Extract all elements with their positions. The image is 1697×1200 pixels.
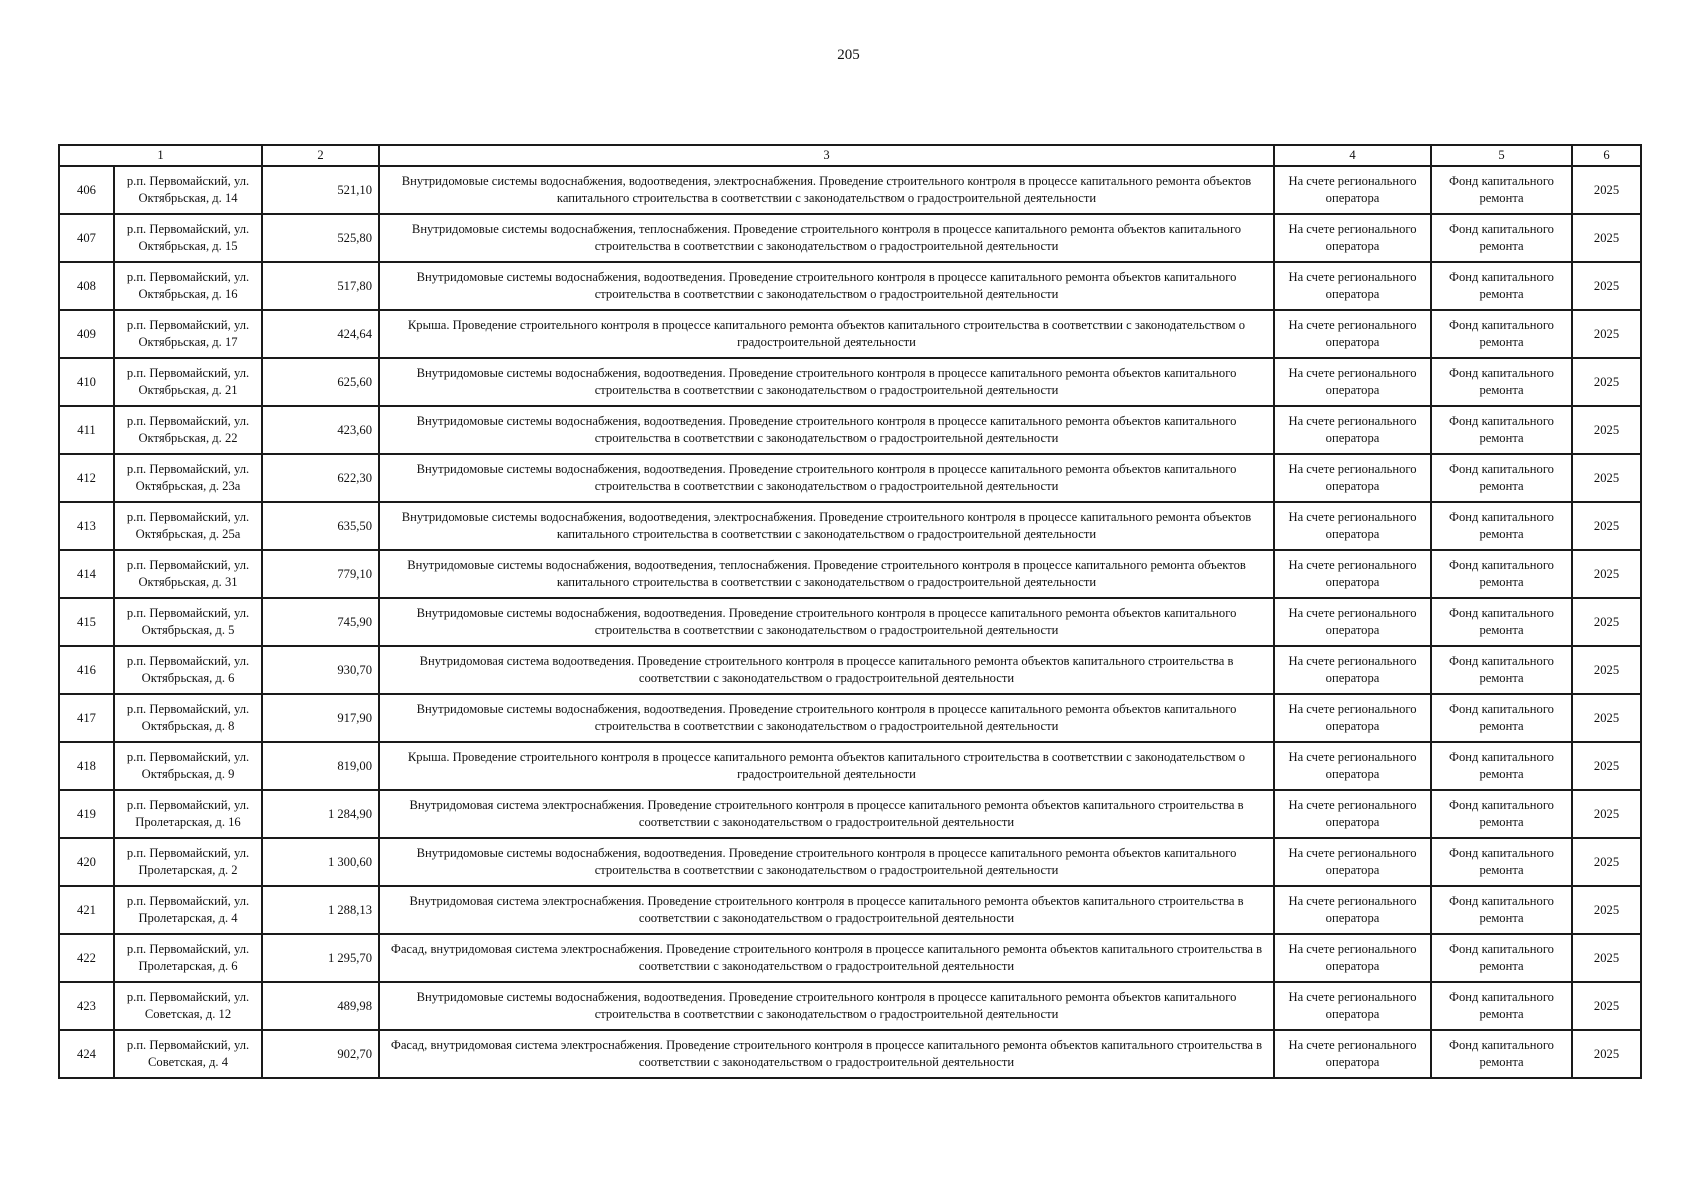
year-cell: 2025 [1572, 982, 1641, 1030]
work-description-cell: Внутридомовые системы водоснабжения, водоотведения. Проведение строительного контроля в процессе капитального ремонта объектов капитального строительства в соответствии с законодательством о градостроительной деятельности [379, 406, 1274, 454]
funding-method-cell: На счете регионального оператора [1274, 646, 1431, 694]
row-number: 421 [59, 886, 114, 934]
address-cell: р.п. Первомайский, ул. Октябрьская, д. 15 [114, 214, 262, 262]
table-row [59, 262, 1641, 310]
area-cell: 423,60 [262, 406, 379, 454]
work-description-cell: Крыша. Проведение строительного контроля в процессе капитального ремонта объектов капитального строительства в соответствии с законодательством о градостроительной деятельности [379, 742, 1274, 790]
area-cell: 1 300,60 [262, 838, 379, 886]
work-description-cell: Внутридомовые системы водоснабжения, водоотведения, электроснабжения. Проведение строительного контроля в процессе капитального ремонта объектов капитального строительства в соответствии с законодательством о градостроительной деятельности [379, 166, 1274, 214]
funding-method-cell: На счете регионального оператора [1274, 742, 1431, 790]
work-description-cell: Внутридомовые системы водоснабжения, водоотведения, электроснабжения. Проведение строительного контроля в процессе капитального ремонта объектов капитального строительства в соответствии с законодательством о градостроительной деятельности [379, 502, 1274, 550]
row-number: 408 [59, 262, 114, 310]
funding-source-cell: Фонд капитального ремонта [1431, 838, 1572, 886]
funding-method-cell: На счете регионального оператора [1274, 454, 1431, 502]
area-cell: 779,10 [262, 550, 379, 598]
work-description-cell: Фасад, внутридомовая система электроснабжения. Проведение строительного контроля в процессе капитального ремонта объектов капитального строительства в соответствии с законодательством о градостроительной деятельности [379, 934, 1274, 982]
year-cell: 2025 [1572, 166, 1641, 214]
area-cell: 819,00 [262, 742, 379, 790]
funding-method-cell: На счете регионального оператора [1274, 358, 1431, 406]
address-cell: р.п. Первомайский, ул. Октябрьская, д. 14 [114, 166, 262, 214]
table-row [59, 982, 1641, 1030]
column-header-5: 5 [1431, 145, 1572, 166]
row-number: 411 [59, 406, 114, 454]
area-cell: 517,80 [262, 262, 379, 310]
year-cell: 2025 [1572, 886, 1641, 934]
row-number: 414 [59, 550, 114, 598]
area-cell: 424,64 [262, 310, 379, 358]
work-description-cell: Внутридомовые системы водоснабжения, теплоснабжения. Проведение строительного контроля в процессе капитального ремонта объектов капитального строительства в соответствии с законодательством о градостроительной деятельности [379, 214, 1274, 262]
capital-repair-table [58, 144, 1642, 1079]
area-cell: 622,30 [262, 454, 379, 502]
table-row [59, 550, 1641, 598]
address-cell: р.п. Первомайский, ул. Пролетарская, д. 6 [114, 934, 262, 982]
table-row [59, 166, 1641, 214]
row-number: 413 [59, 502, 114, 550]
column-header-1: 1 [59, 145, 262, 166]
work-description-cell: Внутридомовые системы водоснабжения, водоотведения. Проведение строительного контроля в процессе капитального ремонта объектов капитального строительства в соответствии с законодательством о градостроительной деятельности [379, 358, 1274, 406]
area-cell: 902,70 [262, 1030, 379, 1078]
table-row [59, 598, 1641, 646]
funding-method-cell: На счете регионального оператора [1274, 1030, 1431, 1078]
funding-method-cell: На счете регионального оператора [1274, 886, 1431, 934]
row-number: 406 [59, 166, 114, 214]
address-cell: р.п. Первомайский, ул. Октябрьская, д. 23а [114, 454, 262, 502]
address-cell: р.п. Первомайский, ул. Октябрьская, д. 5 [114, 598, 262, 646]
area-cell: 625,60 [262, 358, 379, 406]
funding-source-cell: Фонд капитального ремонта [1431, 934, 1572, 982]
table-row [59, 406, 1641, 454]
year-cell: 2025 [1572, 310, 1641, 358]
funding-source-cell: Фонд капитального ремонта [1431, 982, 1572, 1030]
funding-source-cell: Фонд капитального ремонта [1431, 742, 1572, 790]
column-header-6: 6 [1572, 145, 1641, 166]
area-cell: 930,70 [262, 646, 379, 694]
area-cell: 917,90 [262, 694, 379, 742]
year-cell: 2025 [1572, 406, 1641, 454]
funding-source-cell: Фонд капитального ремонта [1431, 694, 1572, 742]
table-row [59, 694, 1641, 742]
funding-method-cell: На счете регионального оператора [1274, 934, 1431, 982]
funding-source-cell: Фонд капитального ремонта [1431, 1030, 1572, 1078]
work-description-cell: Внутридомовые системы водоснабжения, водоотведения, теплоснабжения. Проведение строительного контроля в процессе капитального ремонта объектов капитального строительства в соответствии с законодательством о градостроительной деятельности [379, 550, 1274, 598]
year-cell: 2025 [1572, 838, 1641, 886]
row-number: 415 [59, 598, 114, 646]
address-cell: р.п. Первомайский, ул. Пролетарская, д. 2 [114, 838, 262, 886]
column-header-3: 3 [379, 145, 1274, 166]
work-description-cell: Внутридомовые системы водоснабжения, водоотведения. Проведение строительного контроля в процессе капитального ремонта объектов капитального строительства в соответствии с законодательством о градостроительной деятельности [379, 598, 1274, 646]
row-number: 423 [59, 982, 114, 1030]
table-row [59, 886, 1641, 934]
row-number: 407 [59, 214, 114, 262]
funding-source-cell: Фонд капитального ремонта [1431, 646, 1572, 694]
row-number: 420 [59, 838, 114, 886]
row-number: 412 [59, 454, 114, 502]
funding-method-cell: На счете регионального оператора [1274, 790, 1431, 838]
year-cell: 2025 [1572, 790, 1641, 838]
funding-method-cell: На счете регионального оператора [1274, 406, 1431, 454]
table-row [59, 646, 1641, 694]
row-number: 419 [59, 790, 114, 838]
year-cell: 2025 [1572, 262, 1641, 310]
column-header-4: 4 [1274, 145, 1431, 166]
address-cell: р.п. Первомайский, ул. Октябрьская, д. 6 [114, 646, 262, 694]
area-cell: 745,90 [262, 598, 379, 646]
row-number: 410 [59, 358, 114, 406]
area-cell: 521,10 [262, 166, 379, 214]
work-description-cell: Внутридомовые системы водоснабжения, водоотведения. Проведение строительного контроля в процессе капитального ремонта объектов капитального строительства в соответствии с законодательством о градостроительной деятельности [379, 982, 1274, 1030]
year-cell: 2025 [1572, 694, 1641, 742]
row-number: 422 [59, 934, 114, 982]
work-description-cell: Внутридомовая система электроснабжения. Проведение строительного контроля в процессе капитального ремонта объектов капитального строительства в соответствии с законодательством о градостроительной деятельности [379, 886, 1274, 934]
year-cell: 2025 [1572, 502, 1641, 550]
table-row [59, 358, 1641, 406]
funding-method-cell: На счете регионального оператора [1274, 982, 1431, 1030]
address-cell: р.п. Первомайский, ул. Советская, д. 4 [114, 1030, 262, 1078]
funding-method-cell: На счете регионального оператора [1274, 262, 1431, 310]
area-cell: 489,98 [262, 982, 379, 1030]
address-cell: р.п. Первомайский, ул. Октябрьская, д. 8 [114, 694, 262, 742]
table-row [59, 838, 1641, 886]
table-row [59, 454, 1641, 502]
funding-method-cell: На счете регионального оператора [1274, 310, 1431, 358]
address-cell: р.п. Первомайский, ул. Советская, д. 12 [114, 982, 262, 1030]
funding-method-cell: На счете регионального оператора [1274, 502, 1431, 550]
funding-method-cell: На счете регионального оператора [1274, 694, 1431, 742]
work-description-cell: Внутридомовая система водоотведения. Проведение строительного контроля в процессе капитального ремонта объектов капитального строительства в соответствии с законодательством о градостроительной деятельности [379, 646, 1274, 694]
funding-source-cell: Фонд капитального ремонта [1431, 454, 1572, 502]
funding-source-cell: Фонд капитального ремонта [1431, 886, 1572, 934]
table-row [59, 790, 1641, 838]
address-cell: р.п. Первомайский, ул. Октябрьская, д. 25а [114, 502, 262, 550]
funding-method-cell: На счете регионального оператора [1274, 214, 1431, 262]
funding-source-cell: Фонд капитального ремонта [1431, 166, 1572, 214]
funding-method-cell: На счете регионального оператора [1274, 166, 1431, 214]
funding-source-cell: Фонд капитального ремонта [1431, 790, 1572, 838]
year-cell: 2025 [1572, 646, 1641, 694]
funding-method-cell: На счете регионального оператора [1274, 550, 1431, 598]
funding-source-cell: Фонд капитального ремонта [1431, 550, 1572, 598]
work-description-cell: Внутридомовые системы водоснабжения, водоотведения. Проведение строительного контроля в процессе капитального ремонта объектов капитального строительства в соответствии с законодательством о градостроительной деятельности [379, 694, 1274, 742]
funding-source-cell: Фонд капитального ремонта [1431, 406, 1572, 454]
area-cell: 1 295,70 [262, 934, 379, 982]
work-description-cell: Внутридомовые системы водоснабжения, водоотведения. Проведение строительного контроля в процессе капитального ремонта объектов капитального строительства в соответствии с законодательством о градостроительной деятельности [379, 838, 1274, 886]
row-number: 424 [59, 1030, 114, 1078]
year-cell: 2025 [1572, 214, 1641, 262]
table-row [59, 502, 1641, 550]
work-description-cell: Внутридомовые системы водоснабжения, водоотведения. Проведение строительного контроля в процессе капитального ремонта объектов капитального строительства в соответствии с законодательством о градостроительной деятельности [379, 262, 1274, 310]
row-number: 409 [59, 310, 114, 358]
address-cell: р.п. Первомайский, ул. Пролетарская, д. 16 [114, 790, 262, 838]
work-description-cell: Крыша. Проведение строительного контроля в процессе капитального ремонта объектов капитального строительства в соответствии с законодательством о градостроительной деятельности [379, 310, 1274, 358]
funding-source-cell: Фонд капитального ремонта [1431, 262, 1572, 310]
column-header-2: 2 [262, 145, 379, 166]
table-body [59, 166, 1641, 1078]
funding-source-cell: Фонд капитального ремонта [1431, 214, 1572, 262]
page-number: 205 [837, 47, 860, 63]
year-cell: 2025 [1572, 598, 1641, 646]
funding-method-cell: На счете регионального оператора [1274, 598, 1431, 646]
area-cell: 1 288,13 [262, 886, 379, 934]
address-cell: р.п. Первомайский, ул. Октябрьская, д. 22 [114, 406, 262, 454]
year-cell: 2025 [1572, 934, 1641, 982]
year-cell: 2025 [1572, 358, 1641, 406]
table-row [59, 934, 1641, 982]
year-cell: 2025 [1572, 742, 1641, 790]
table-row [59, 214, 1641, 262]
funding-method-cell: На счете регионального оператора [1274, 838, 1431, 886]
work-description-cell: Фасад, внутридомовая система электроснабжения. Проведение строительного контроля в процессе капитального ремонта объектов капитального строительства в соответствии с законодательством о градостроительной деятельности [379, 1030, 1274, 1078]
address-cell: р.п. Первомайский, ул. Пролетарская, д. 4 [114, 886, 262, 934]
address-cell: р.п. Первомайский, ул. Октябрьская, д. 16 [114, 262, 262, 310]
row-number: 418 [59, 742, 114, 790]
table-row [59, 310, 1641, 358]
year-cell: 2025 [1572, 1030, 1641, 1078]
table-row [59, 742, 1641, 790]
address-cell: р.п. Первомайский, ул. Октябрьская, д. 17 [114, 310, 262, 358]
area-cell: 635,50 [262, 502, 379, 550]
year-cell: 2025 [1572, 550, 1641, 598]
funding-source-cell: Фонд капитального ремонта [1431, 358, 1572, 406]
work-description-cell: Внутридомовая система электроснабжения. Проведение строительного контроля в процессе капитального ремонта объектов капитального строительства в соответствии с законодательством о градостроительной деятельности [379, 790, 1274, 838]
address-cell: р.п. Первомайский, ул. Октябрьская, д. 31 [114, 550, 262, 598]
year-cell: 2025 [1572, 454, 1641, 502]
table-row [59, 1030, 1641, 1078]
column-number-header-row [59, 145, 1641, 166]
work-description-cell: Внутридомовые системы водоснабжения, водоотведения. Проведение строительного контроля в процессе капитального ремонта объектов капитального строительства в соответствии с законодательством о градостроительной деятельности [379, 454, 1274, 502]
area-cell: 1 284,90 [262, 790, 379, 838]
row-number: 416 [59, 646, 114, 694]
row-number: 417 [59, 694, 114, 742]
address-cell: р.п. Первомайский, ул. Октябрьская, д. 21 [114, 358, 262, 406]
funding-source-cell: Фонд капитального ремонта [1431, 598, 1572, 646]
funding-source-cell: Фонд капитального ремонта [1431, 310, 1572, 358]
address-cell: р.п. Первомайский, ул. Октябрьская, д. 9 [114, 742, 262, 790]
area-cell: 525,80 [262, 214, 379, 262]
funding-source-cell: Фонд капитального ремонта [1431, 502, 1572, 550]
